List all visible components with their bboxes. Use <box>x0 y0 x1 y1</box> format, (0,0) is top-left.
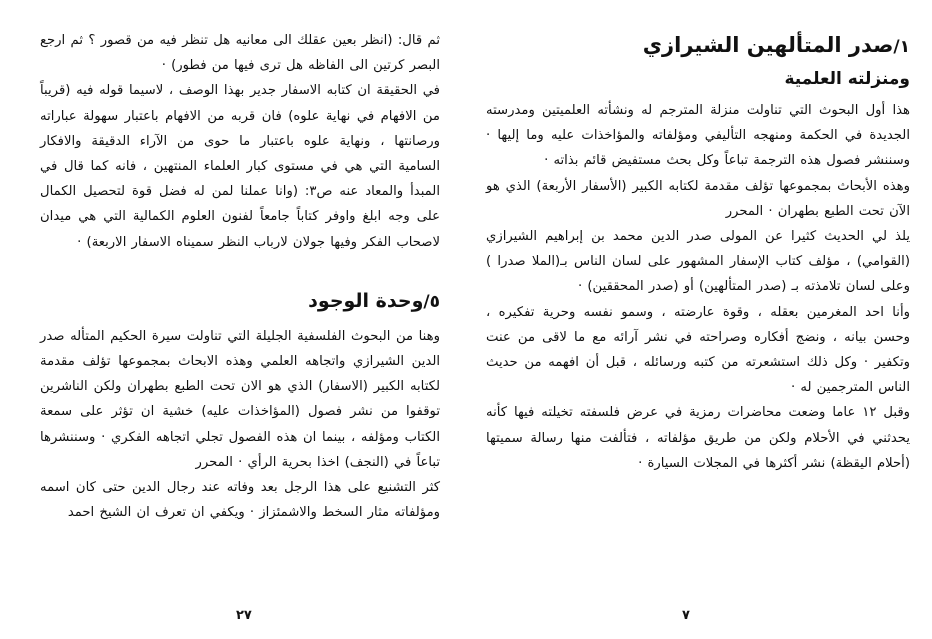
section-paragraph-1: وهنا من البحوث الفلسفية الجليلة التي تناولت سيرة الحكيم المتأله صدر الدين الشيرازي واتجاهه العلمي وهذه الابحاث بمجموعها تؤلف مقدمة لكتابه الكبير (الاسفار) الذي هو الان تحت الطبع بطهران ولكن الناشرين توقفوا من نشر فصول (المؤاخذات عليه) خشية ان تؤثر على سمعة الكتاب ومؤلفه ، بينما ان هذه الفصول تجلي اتجاهه الفكري · وسننشرها تباعاً في (النجف) اخذا بحرية الرأي · المحرر <box>40 328 440 470</box>
article-subtitle: ومنزلته العلمية <box>784 69 910 89</box>
section-number: ٥/ <box>423 291 440 312</box>
section-paragraph-2: كثر التشنيع على هذا الرجل بعد وفاته عند رجال الدين حتى كان اسمه ومؤلفاته مثار السخط والاشمئزاز · ويكفي ان تعرف ان الشيخ احمد <box>40 480 440 521</box>
right-page-number: ٧ <box>682 608 690 623</box>
left-page-number: ٢٧ <box>236 608 252 623</box>
left-paragraph-1: ثم قال: (انظر بعين عقلك الى معانيه هل تنظر فيه من قصور ؟ ثم ارجع البصر كرتين الى الفاظه هل ترى فيها من فطور) · <box>40 33 440 74</box>
article-number: ١/ <box>893 37 910 57</box>
right-paragraph-1: هذا أول البحوث التي تناولت منزلة المترجم له ونشأته العلميتين ومدرسته الجديدة في الحكمة ومنهجه التأليفي ومؤلفاته والمؤاخذات عليه وما إليها · وسننشر فصول هذه الترجمة تباعاً وكل بحث مستفيض قائم بذاته · <box>486 103 910 169</box>
right-paragraph-2: وهذه الأبحاث بمجموعها تؤلف مقدمة لكتابه الكبير (الأسفار الأربعة) الذي هو الآن تحت الطبع بطهران · المحرر <box>486 178 910 219</box>
right-page <box>466 0 932 639</box>
section-title: وحدة الوجود <box>308 289 424 312</box>
left-paragraph-2: في الحقيقة ان كتابه الاسفار جدير بهذا الوصف ، لاسيما قوله فيه (قريباً من الافهام في نهاية علوه) فان قربه من الافهام باعتبار سهولة عباراته ورصانتها ، ونهاية علوه باعتبار ما حوى من الآراء الدقيقة والافكار السامية التي هي في مستوى كبار العلماء المنتهين ، فانه كما قال في المبدأ والمعاد عنه ص٣: (وانا عملنا لمن له فضل قوة لتحصيل الكمال على وجه ابلغ واوفر كتاباً جامعاً لفنون العلوم الكمالية التي هي ميدان لاصحاب الفكر وفيها جولان لارباب النظر سميناه الاسفار الاربعة) · <box>40 83 440 250</box>
right-paragraph-3: يلذ لي الحديث كثيرا عن المولى صدر الدين محمد بن إبراهيم الشيرازي (القوامي) ، مؤلف كتاب الإسفار المشهور على لسان الناس بـ(الملا صدرا ) وعلى لسان تلامذته بـ (صدر المتألهين) أو (صدر المحققين) · <box>486 229 910 295</box>
right-paragraph-4: وأنا احد المغرمين بعقله ، وقوة عارضته ، وسمو نفسه وحرية تفكيره ، وحسن بيانه ، ونضج أفكاره وصراحته في نشر آرائه مع ما لاقى من عنت وتكفير · وكل ذلك استشعرته من كتبه ورسائله ، قبل أن افهمه من حديث الناس المترجمين له · <box>486 304 910 396</box>
article-title-text: صدر المتألهين الشيرازي <box>642 33 894 57</box>
right-paragraph-5: وقبل ١٢ عاما وضعت محاضرات رمزية في عرض فلسفته تخيلته فيها كأنه يحدثني في الأحلام ولكن من طريق مؤلفاته ، فتألفت منها رسالة سميتها (أحلام اليقظة) نشر أكثرها في المجلات السيارة · <box>486 405 910 471</box>
section-heading-wahdat-al-wujud <box>40 285 440 318</box>
article-title <box>486 28 910 64</box>
